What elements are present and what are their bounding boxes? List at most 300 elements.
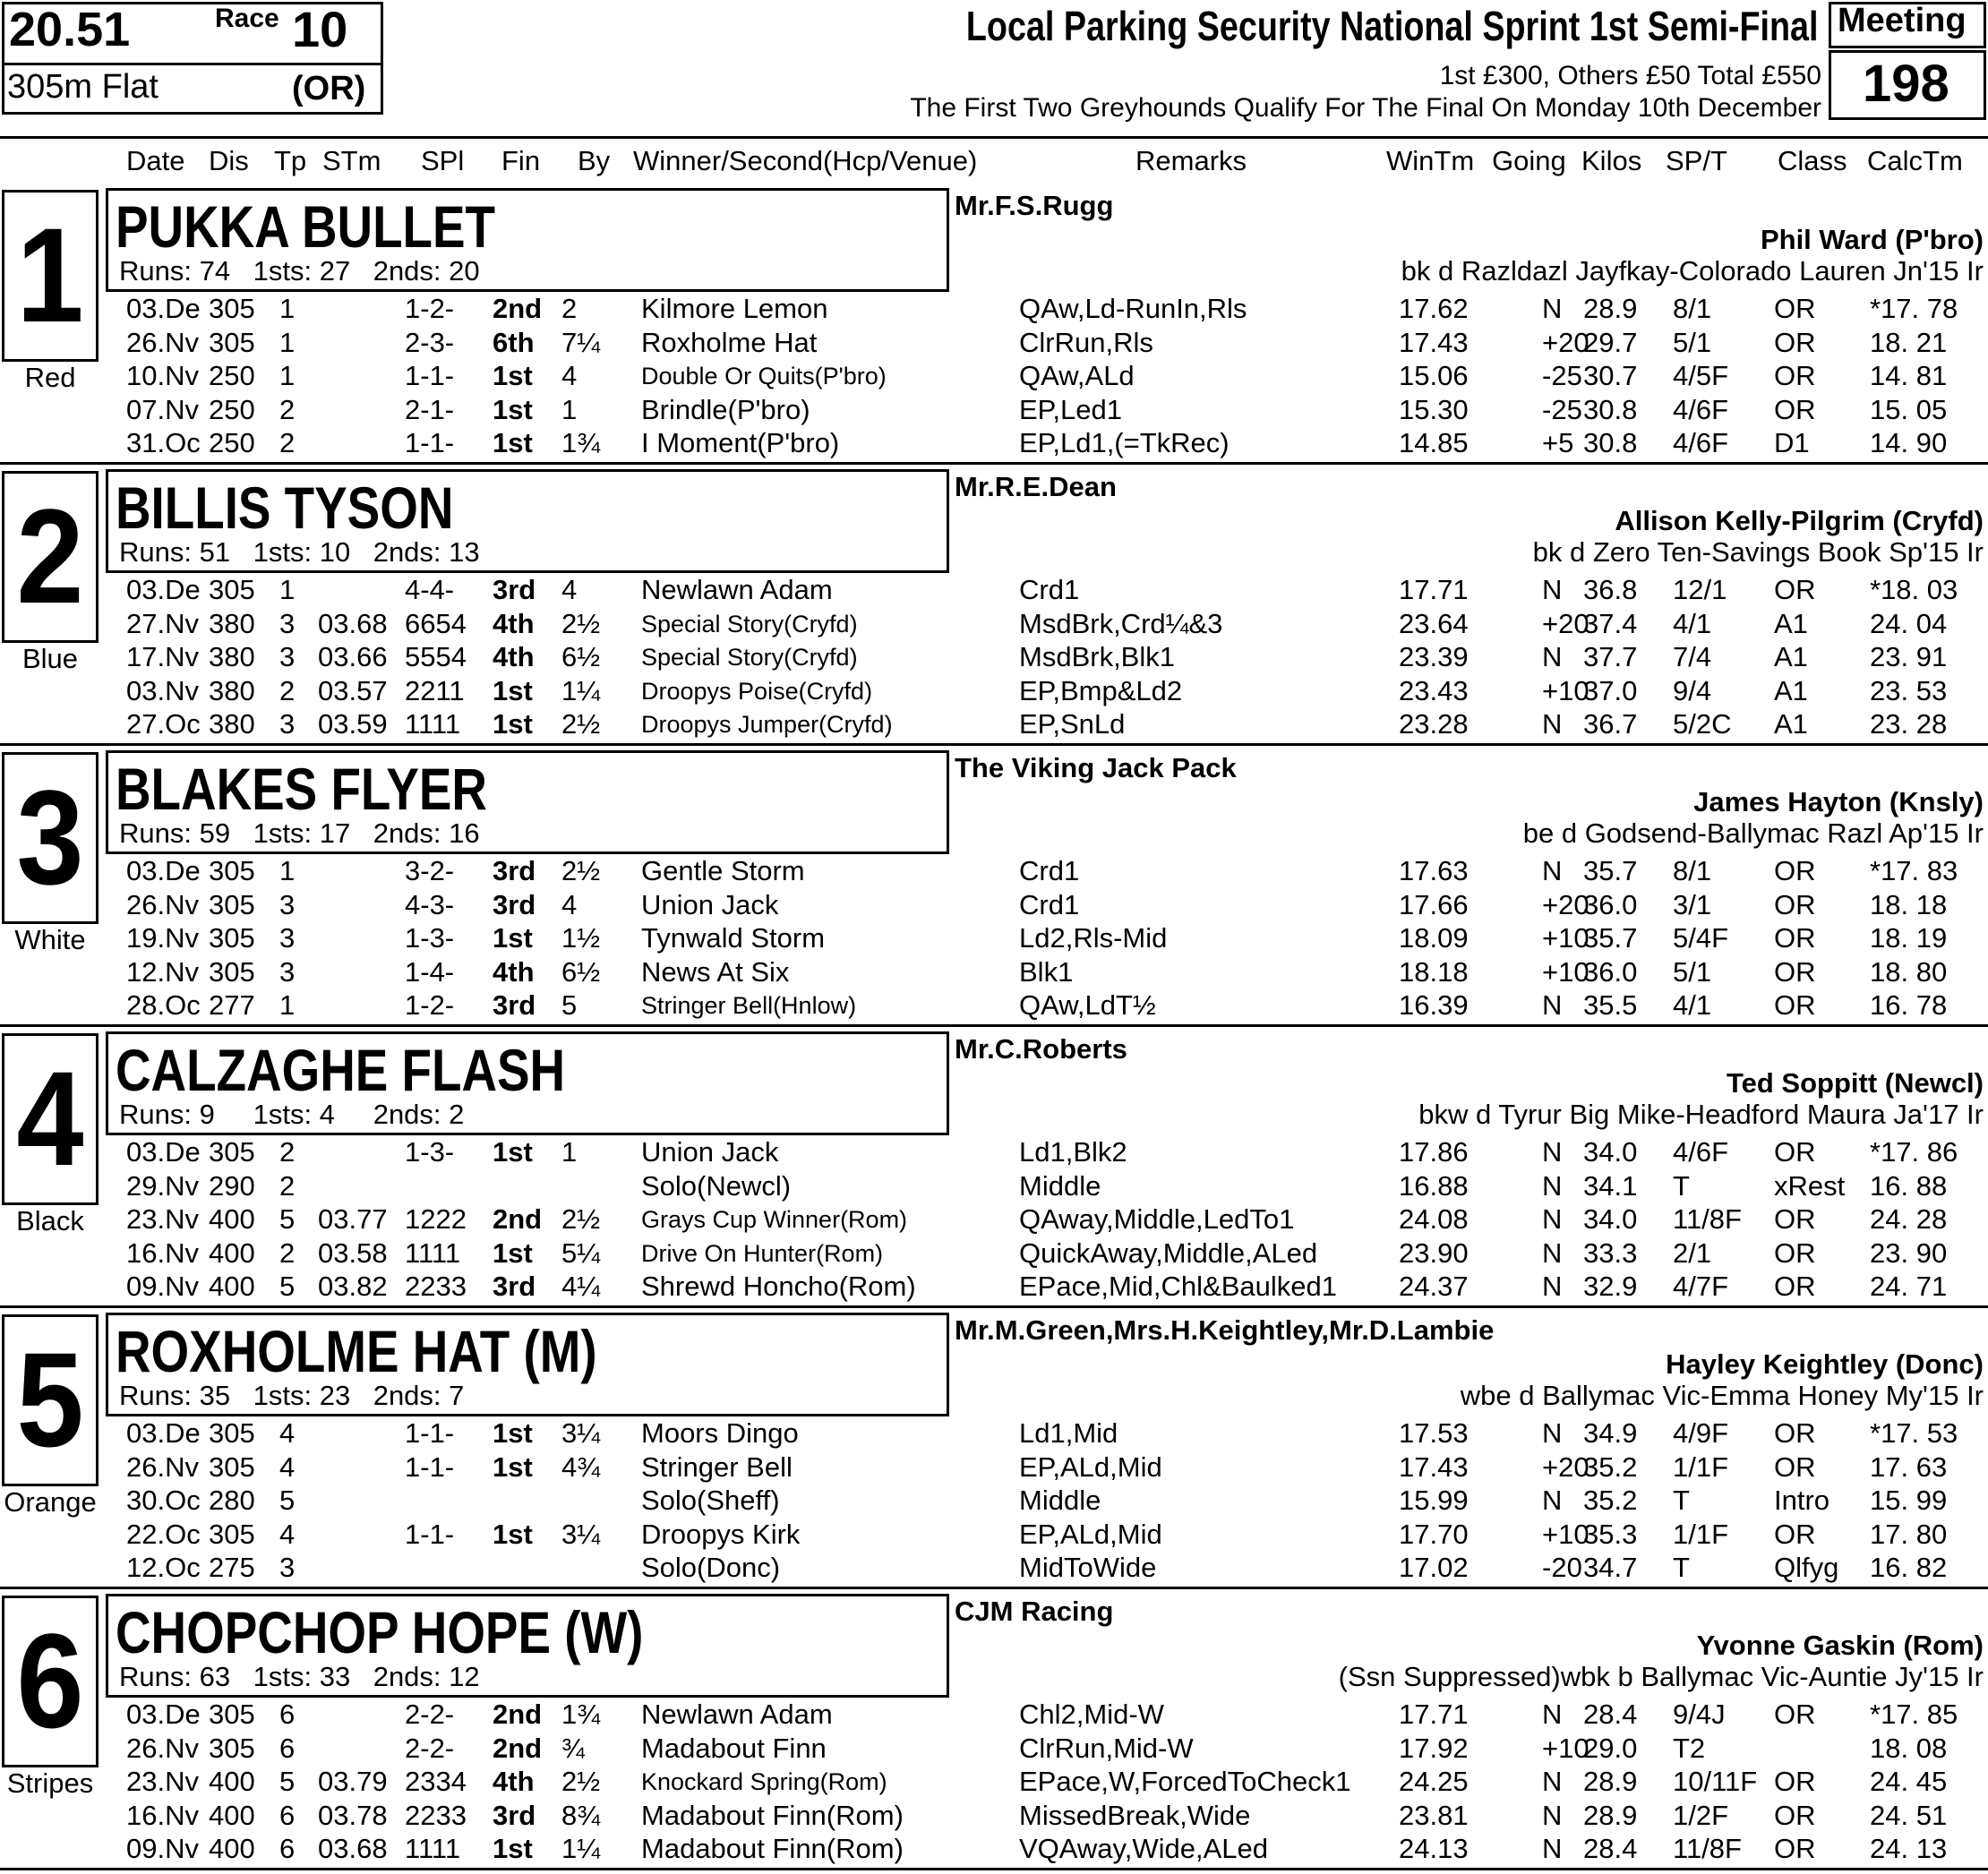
form-row [0, 1800, 1988, 1833]
trap-number: 6 [16, 1605, 84, 1756]
seconds-count: 20 [449, 255, 480, 287]
form-kilos: 36.0 [1583, 888, 1638, 920]
form-class: xRest [1774, 1169, 1846, 1202]
form-class: OR [1774, 989, 1816, 1021]
form-winner: Solo(Newcl) [641, 1169, 792, 1202]
form-trap: 5 [279, 1485, 296, 1516]
form-sp: T [1673, 1485, 1690, 1516]
col-kilos: Kilos [1581, 145, 1642, 176]
form-trap: 3 [279, 922, 296, 954]
form-going: N [1542, 1799, 1563, 1831]
form-splits: 1-2- [405, 293, 455, 324]
form-class: OR [1774, 360, 1816, 391]
form-going: N [1542, 1169, 1563, 1202]
form-sp: 1/2F [1673, 1799, 1729, 1831]
form-calc-time: 15. 05 [1870, 393, 1948, 425]
runner-separator [0, 1305, 1988, 1308]
form-dis: 400 [209, 1799, 255, 1831]
form-sp: T [1673, 1552, 1690, 1583]
dog-name-box [106, 1031, 949, 1135]
form-row [0, 989, 1988, 1023]
form-distance-beaten: 4 [561, 360, 578, 391]
form-dis: 305 [209, 855, 255, 886]
form-sp: 11/8F [1673, 1203, 1742, 1235]
form-going: N [1542, 1766, 1563, 1797]
form-calc-time: 23. 90 [1870, 1236, 1948, 1269]
meeting-number: 198 [1863, 55, 1949, 113]
form-sectional: 03.82 [318, 1271, 388, 1302]
form-splits: 2-2- [405, 1732, 455, 1764]
form-row [0, 1552, 1988, 1585]
form-win-time: 17.71 [1399, 574, 1469, 605]
form-remarks: EPace,Mid,Chl&Baulked1 [1019, 1271, 1337, 1302]
form-finish: 1st [493, 1417, 533, 1449]
form-trap: 3 [279, 607, 296, 639]
form-sp: 5/4F [1673, 922, 1729, 954]
form-finish: 3rd [493, 574, 536, 605]
form-date: 03.De [126, 855, 201, 886]
dog-stats [119, 1661, 480, 1693]
form-date: 03.De [126, 1136, 201, 1168]
form-finish: 1st [493, 922, 533, 954]
form-trap: 2 [279, 1169, 296, 1202]
form-remarks: QuickAway,Middle,ALed [1019, 1236, 1318, 1269]
form-dis: 277 [209, 989, 255, 1021]
form-class: Intro [1774, 1485, 1830, 1516]
runner-separator [0, 1587, 1988, 1589]
form-distance-beaten: 3¼ [561, 1417, 601, 1449]
form-winner: Double Or Quits(P'bro) [641, 363, 887, 389]
trap-color: Red [24, 362, 76, 393]
form-finish: 1st [493, 708, 533, 740]
form-distance-beaten: 6½ [561, 955, 601, 988]
seconds-count: 7 [449, 1380, 465, 1411]
form-finish: 2nd [493, 1699, 543, 1730]
trainer: James Hayton (Knsly) [1693, 786, 1984, 817]
form-winner: Droopys Kirk [641, 1518, 801, 1550]
form-kilos: 32.9 [1583, 1271, 1638, 1302]
form-win-time: 17.70 [1399, 1518, 1469, 1550]
form-going: N [1542, 574, 1563, 605]
form-finish: 2nd [493, 1732, 543, 1764]
form-date: 09.Nv [126, 1833, 199, 1864]
form-winner: Special Story(Cryfd) [641, 644, 858, 671]
form-sp: 11/8F [1673, 1833, 1742, 1864]
form-finish: 1st [493, 393, 533, 425]
form-winner: Drive On Hunter(Rom) [641, 1239, 884, 1267]
form-sp: 9/4J [1673, 1699, 1726, 1730]
form-sp: 2/1 [1673, 1236, 1712, 1269]
form-win-time: 18.18 [1399, 955, 1469, 988]
form-win-time: 16.39 [1399, 989, 1469, 1021]
col-spt: SP/T [1666, 145, 1727, 176]
form-kilos: 29.0 [1583, 1732, 1638, 1764]
runs-count: 9 [199, 1099, 215, 1130]
form-finish: 3rd [493, 855, 536, 886]
form-winner: Shrewd Honcho(Rom) [641, 1271, 916, 1302]
form-class: A1 [1774, 674, 1808, 706]
firsts-label: 1sts: [253, 817, 313, 849]
form-dis: 380 [209, 708, 255, 740]
form-class: OR [1774, 293, 1816, 324]
form-sectional: 03.57 [318, 674, 388, 706]
form-calc-time: *17. 86 [1870, 1136, 1958, 1168]
dog-stats [119, 536, 480, 569]
form-going: +20 [1542, 888, 1590, 920]
form-trap: 2 [279, 393, 296, 425]
form-win-time: 18.09 [1399, 922, 1469, 954]
form-remarks: Middle [1019, 1169, 1101, 1202]
form-finish: 3rd [493, 1799, 536, 1831]
form-dis: 305 [209, 574, 255, 605]
form-splits: 1-3- [405, 922, 455, 954]
form-date: 03.De [126, 1417, 201, 1449]
form-kilos: 28.4 [1583, 1833, 1638, 1864]
dog-name: PUKKA BULLET [116, 193, 496, 260]
form-finish: 3rd [493, 989, 536, 1021]
dog-stats [119, 817, 480, 850]
form-going: N [1542, 1136, 1563, 1168]
form-finish: 1st [493, 1136, 533, 1168]
form-win-time: 24.37 [1399, 1271, 1469, 1302]
header-rule [0, 136, 1988, 139]
meeting-label: Meeting [1838, 2, 1967, 39]
form-sp: 1/1F [1673, 1518, 1729, 1550]
form-kilos: 35.5 [1583, 989, 1638, 1021]
race-distance: 305m Flat [7, 68, 159, 106]
col-by: By [578, 145, 611, 176]
form-dis: 305 [209, 1417, 255, 1449]
form-win-time: 23.90 [1399, 1236, 1469, 1269]
col-wintm: WinTm [1386, 145, 1475, 176]
form-calc-time: 16. 78 [1870, 989, 1948, 1021]
form-row [0, 1136, 1988, 1169]
firsts-count: 23 [319, 1380, 351, 1411]
form-splits: 2233 [405, 1271, 467, 1302]
form-splits: 2-3- [405, 326, 455, 358]
form-trap: 1 [279, 855, 296, 886]
form-row [0, 855, 1988, 888]
form-trap: 6 [279, 1833, 296, 1864]
form-distance-beaten: 1¼ [561, 1833, 601, 1864]
form-trap: 6 [279, 1732, 296, 1764]
form-calc-time: *17. 85 [1870, 1699, 1958, 1730]
dog-name-box [106, 1594, 949, 1698]
form-row [0, 360, 1988, 393]
breeding: bkw d Tyrur Big Mike-Headford Maura Ja'17 Ir [1418, 1099, 1984, 1130]
form-distance-beaten: 1¾ [561, 1699, 601, 1730]
breeding: (Ssn Suppressed)wbk b Ballymac Vic-Auntie Jy'15 Ir [1338, 1661, 1984, 1692]
form-distance-beaten: 2½ [561, 1766, 601, 1797]
form-winner: Brindle(P'bro) [641, 393, 810, 425]
form-calc-time: 23. 91 [1870, 641, 1948, 672]
seconds-label: 2nds: [373, 255, 441, 287]
form-class: OR [1774, 955, 1816, 988]
form-win-time: 17.02 [1399, 1552, 1469, 1583]
form-date: 29.Nv [126, 1169, 199, 1202]
form-trap: 3 [279, 641, 296, 672]
dog-name: CALZAGHE FLASH [116, 1037, 566, 1103]
form-splits: 1111 [405, 1833, 461, 1864]
firsts-label: 1sts: [253, 1380, 313, 1411]
form-trap: 2 [279, 427, 296, 458]
form-row [0, 1833, 1988, 1866]
seconds-label: 2nds: [373, 817, 441, 849]
form-row [0, 675, 1988, 708]
form-class: OR [1774, 1236, 1816, 1269]
form-splits: 1-1- [405, 1518, 455, 1550]
form-class: OR [1774, 1203, 1816, 1235]
form-date: 26.Nv [126, 1732, 199, 1764]
form-trap: 5 [279, 1271, 296, 1302]
form-finish: 3rd [493, 1271, 536, 1302]
form-class: OR [1774, 326, 1816, 358]
seconds-count: 12 [449, 1661, 480, 1692]
form-remarks: VQAway,Wide,ALed [1019, 1833, 1268, 1864]
form-date: 27.Nv [126, 607, 199, 639]
runner-separator [0, 462, 1988, 465]
form-splits: 2233 [405, 1799, 467, 1831]
form-remarks: Crd1 [1019, 574, 1080, 605]
dog-name: BLAKES FLYER [116, 756, 487, 822]
trap-color: Orange [4, 1486, 97, 1518]
form-splits: 1111 [405, 708, 461, 740]
form-class: OR [1774, 855, 1816, 886]
trap-color: Blue [21, 643, 79, 674]
form-win-time: 17.86 [1399, 1136, 1469, 1168]
form-splits: 1-1- [405, 1450, 455, 1483]
form-class: Qlfyg [1774, 1552, 1839, 1583]
runs-label: Runs: [119, 1380, 192, 1411]
form-remarks: QAw,LdT½ [1019, 989, 1156, 1021]
trap-color: Stripes [6, 1767, 94, 1799]
form-splits: 6654 [405, 607, 467, 639]
trap-number: 3 [16, 762, 84, 912]
race-label: Race [215, 4, 279, 33]
form-dis: 305 [209, 1450, 255, 1483]
form-splits: 2211 [405, 674, 465, 706]
form-trap: 3 [279, 708, 296, 740]
form-splits: 4-3- [405, 888, 455, 920]
seconds-count: 2 [449, 1099, 465, 1130]
form-win-time: 24.25 [1399, 1766, 1469, 1797]
form-calc-time: 17. 80 [1870, 1518, 1948, 1550]
form-splits: 2-1- [405, 393, 455, 425]
form-calc-time: *17. 83 [1870, 855, 1958, 886]
form-going: -25 [1542, 393, 1582, 425]
form-going: N [1542, 1203, 1563, 1235]
form-going: +10 [1542, 674, 1590, 706]
form-dis: 400 [209, 1236, 255, 1269]
form-splits: 2-2- [405, 1699, 455, 1730]
form-date: 28.Oc [126, 989, 201, 1021]
race-info-divider [2, 63, 383, 65]
runs-count: 63 [199, 1661, 231, 1692]
form-kilos: 30.8 [1583, 427, 1638, 458]
col-calctm: CalcTm [1867, 145, 1963, 176]
form-going: N [1542, 989, 1563, 1021]
form-kilos: 36.7 [1583, 708, 1638, 740]
form-dis: 380 [209, 641, 255, 672]
dog-stats [119, 1380, 464, 1412]
form-going: +20 [1542, 607, 1590, 639]
form-row [0, 1170, 1988, 1203]
trap-color: Black [16, 1205, 84, 1236]
trap-number: 1 [16, 200, 84, 350]
form-winner: I Moment(P'bro) [641, 427, 840, 458]
form-distance-beaten: 6½ [561, 641, 601, 672]
form-sectional: 03.58 [318, 1236, 388, 1269]
form-winner: Roxholme Hat [641, 326, 818, 358]
runner-block [0, 1594, 1988, 1874]
form-kilos: 28.9 [1583, 1799, 1638, 1831]
form-class: OR [1774, 393, 1816, 425]
form-remarks: Ld1,Mid [1019, 1417, 1118, 1449]
form-going: +10 [1542, 1518, 1590, 1550]
form-trap: 2 [279, 1136, 296, 1168]
col-fin: Fin [501, 145, 541, 176]
dog-name: BILLIS TYSON [116, 475, 454, 541]
col-stm: STm [322, 145, 381, 176]
form-date: 12.Nv [126, 955, 199, 988]
form-row [0, 922, 1988, 955]
form-win-time: 17.53 [1399, 1417, 1469, 1449]
form-trap: 5 [279, 1203, 296, 1235]
form-remarks: QAway,Middle,LedTo1 [1019, 1203, 1295, 1235]
form-sectional: 03.68 [318, 1833, 388, 1864]
form-splits: 5554 [405, 641, 467, 672]
dog-stats [119, 255, 480, 287]
form-sp: 5/1 [1673, 326, 1712, 358]
form-remarks: Crd1 [1019, 888, 1080, 920]
form-sp: 4/5F [1673, 360, 1729, 391]
form-splits: 1-4- [405, 955, 455, 988]
form-dis: 280 [209, 1485, 255, 1516]
firsts-count: 10 [319, 536, 351, 568]
form-dis: 305 [209, 326, 255, 358]
form-row [0, 1203, 1988, 1236]
form-sp: 3/1 [1673, 888, 1712, 920]
form-remarks: EP,ALd,Mid [1019, 1518, 1162, 1550]
form-row [0, 889, 1988, 922]
seconds-count: 13 [449, 536, 480, 568]
form-win-time: 23.64 [1399, 607, 1469, 639]
runner-block [0, 469, 1988, 749]
form-going: -20 [1542, 1552, 1582, 1583]
form-sectional: 03.79 [318, 1766, 388, 1797]
race-grade: (OR) [292, 70, 366, 107]
form-dis: 305 [209, 293, 255, 324]
form-remarks: MsdBrk,Crd¼&3 [1019, 607, 1223, 639]
runs-label: Runs: [119, 536, 192, 568]
firsts-count: 27 [319, 255, 351, 287]
form-calc-time: 18. 21 [1870, 326, 1948, 358]
trainer: Hayley Keightley (Donc) [1666, 1348, 1984, 1380]
form-dis: 275 [209, 1552, 255, 1583]
seconds-label: 2nds: [373, 536, 441, 568]
form-going: N [1542, 1699, 1563, 1730]
form-row [0, 394, 1988, 427]
form-win-time: 17.71 [1399, 1699, 1469, 1730]
form-dis: 400 [209, 1203, 255, 1235]
form-dis: 305 [209, 888, 255, 920]
form-win-time: 24.13 [1399, 1833, 1469, 1864]
form-calc-time: 17. 63 [1870, 1450, 1948, 1483]
form-row [0, 1766, 1988, 1799]
form-win-time: 24.08 [1399, 1203, 1469, 1235]
form-sp: 1/1F [1673, 1450, 1729, 1483]
form-dis: 380 [209, 607, 255, 639]
form-trap: 1 [279, 360, 296, 391]
form-sp: T2 [1673, 1732, 1706, 1764]
form-dis: 305 [209, 922, 255, 954]
runner-block [0, 1313, 1988, 1593]
breeding: be d Godsend-Ballymac Razl Ap'15 Ir [1522, 817, 1984, 849]
dog-name: CHOPCHOP HOPE (W) [116, 1599, 644, 1665]
form-winner: Madabout Finn [641, 1732, 827, 1764]
dog-name-box [106, 1313, 949, 1416]
form-calc-time: 15. 99 [1870, 1485, 1948, 1516]
form-class: OR [1774, 1766, 1816, 1797]
form-going: +20 [1542, 1450, 1590, 1483]
form-row [0, 708, 1988, 741]
form-kilos: 34.0 [1583, 1136, 1638, 1168]
form-calc-time: 14. 90 [1870, 427, 1948, 458]
firsts-count: 17 [319, 817, 351, 849]
firsts-label: 1sts: [253, 1099, 313, 1130]
form-sp: 8/1 [1673, 293, 1712, 324]
form-kilos: 37.0 [1583, 674, 1638, 706]
form-kilos: 35.3 [1583, 1518, 1638, 1550]
form-class: OR [1774, 1799, 1816, 1831]
form-date: 23.Nv [126, 1766, 199, 1797]
form-sectional: 03.59 [318, 708, 388, 740]
form-dis: 250 [209, 427, 255, 458]
form-kilos: 35.7 [1583, 855, 1638, 886]
form-dis: 305 [209, 1518, 255, 1550]
form-win-time: 23.43 [1399, 674, 1469, 706]
form-remarks: EP,Ld1,(=TkRec) [1019, 427, 1230, 458]
col-going: Going [1492, 145, 1566, 176]
form-winner: Solo(Donc) [641, 1552, 781, 1583]
form-finish: 1st [493, 674, 533, 706]
form-class: OR [1774, 888, 1816, 920]
form-dis: 400 [209, 1766, 255, 1797]
form-kilos: 34.7 [1583, 1552, 1638, 1583]
form-distance-beaten: ¾ [561, 1732, 585, 1764]
form-row [0, 1271, 1988, 1304]
form-finish: 1st [493, 1518, 533, 1550]
form-date: 27.Oc [126, 708, 201, 740]
form-calc-time: *18. 03 [1870, 574, 1958, 605]
firsts-label: 1sts: [253, 536, 313, 568]
form-kilos: 30.7 [1583, 360, 1638, 391]
form-trap: 4 [279, 1518, 296, 1550]
form-sectional: 03.68 [318, 607, 388, 639]
runs-label: Runs: [119, 817, 192, 849]
race-note: The First Two Greyhounds Qualify For The Final On Monday 10th December [910, 93, 1821, 123]
form-remarks: ClrRun,Mid-W [1019, 1732, 1194, 1764]
form-row [0, 427, 1988, 460]
col-tp: Tp [274, 145, 307, 176]
form-sp: 5/1 [1673, 955, 1712, 988]
form-dis: 305 [209, 955, 255, 988]
form-winner: Stringer Bell [641, 1450, 793, 1483]
race-prize: 1st £300, Others £50 Total £550 [1439, 61, 1821, 90]
form-distance-beaten: 1 [561, 1136, 578, 1168]
form-win-time: 23.28 [1399, 708, 1469, 740]
form-trap: 6 [279, 1799, 296, 1831]
